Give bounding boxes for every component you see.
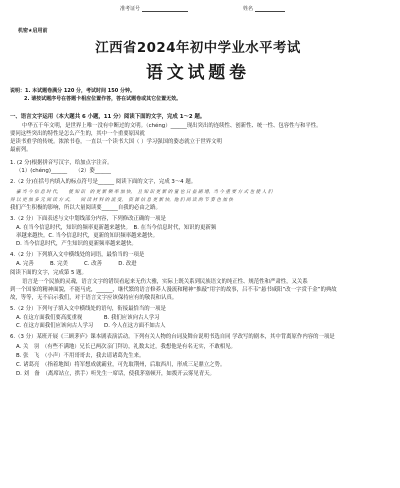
question-3-option: 率越来越快。C. 当今信息时代，更新的知识频率越来越快。: [16, 233, 158, 239]
question-3: 3.（2 分）下面表述与文中划线部分内容，下列修改正确的一项是: [10, 216, 166, 222]
instruction-2: 2. 请按试题序号在答题卡相应位置作答，答在试题卷或其它位置无效。: [24, 96, 182, 102]
passage1-line: 是读书重学的传统。浓浓书卷，一直以一个读书大国（ ）学习强国的姿态就立于世界文明: [10, 139, 222, 145]
passage2-line: 我们产生积极的影响，所以大量阅读要______自我的必由之路。: [10, 205, 161, 211]
question-2: 2.（2 分)在括号内填入的标点符号是______ 阅读下面的文字，完成 3～4 题。: [10, 179, 197, 185]
exam-number-label: 准考证号: [120, 6, 141, 12]
passage1-line: 最前列。: [10, 147, 32, 153]
question-6-option: A. 关 羽 （有些不满地）兄长已两次亲门拜访，礼数太过，我想他是有名无实，不敢相见。: [16, 344, 236, 350]
question-4-options: A. 完善 B. 完美 C. 改善 D. 改进: [16, 261, 137, 267]
name-line: [255, 6, 285, 12]
question-3-option: A. 在当今信息时代，知识的频率更新越来越快。 B. 在当今信息时代，知识的更新频: [16, 225, 217, 231]
question-1-blanks: （1）(chéng)______ （2）姿______: [16, 168, 111, 174]
passage2-line: 嘉 当 今 信 息 时 代， 使 知 识 的 更 新 频 率 加 快， 且 知 识 更 新 的 量 也 日 益 剧 增，当 今 重 要 方 式 也 使 人 们: [16, 190, 273, 195]
question-1: 1. (2 分)根据拼音写汉字，给加点字注音。: [10, 160, 113, 166]
passage3-intro: 阅读下面的文字，完成第 5 题。: [10, 270, 87, 276]
passage3-line: 到一个国家的精神面貌，不能马虎，______，继代繁的语言修养人漫流和精神“推敲”用字的故事，吕不韦“悬书咸阳”改一字赏千金”的典故: [10, 287, 337, 293]
passage1-line: 中华五千年文明，是世界上唯一没有中断过的文明。（chéng）______现出突出的连续性、创新性、统一性、包容性与和平性。: [22, 123, 322, 129]
instruction-1: 说明：1. 本试题卷满分 120 分，考试时间 150 分钟。: [10, 88, 135, 94]
question-4: 4.（2 分）下列填入文中横线处的词语，最恰当的一项是: [10, 252, 145, 258]
passage3-line: 故，等等，无不启示我们，对于语言文字应该保持应有的敬畏和认真。: [10, 295, 178, 301]
passage1-line: 要问这些突出的特性是怎么产生的，其中一个重要原因就: [10, 131, 145, 137]
name-field: [243, 6, 285, 12]
exam-number-line: [142, 6, 188, 12]
passage3-line: 语言是一个民族的灵魂，语言文字的错误看起来无伤大雅，实际上既关系到民族语文的纯正性、规范性和严肃性，又关系: [22, 279, 308, 285]
question-5: 5.（2 分）下列句子填入文中横线处的语句，衔接最恰当的一项是: [10, 306, 166, 312]
question-6-option: D. 刘 备 （离席站立，拱手）听先生一席话，使我茅塞顿开，如拨开云雾见青天。: [16, 371, 215, 377]
question-3-option: D. 当今信息时代，产生知识的更新频率越来越快。: [16, 241, 137, 247]
name-label: 姓名: [243, 6, 254, 12]
question-5-options: A. 在这方面我们要高度重视 B. 我们应该向古人学习: [16, 315, 160, 321]
exam-title: 江西省2024年初中学业水平考试: [95, 40, 301, 56]
section-heading: 一、语言文字运用（本大题共 6 小题，11 分）阅读下面的文字，完成 1～2 题。: [10, 114, 206, 120]
passage2-line: 得 以 更 加 多 元 阅 读 方 式， 阅 读 材 料 的 流 变， 资 源 信 息 更 新 快，他 们 阅 读 的 节 奏 也 加 快: [10, 198, 233, 203]
question-5-options: C. 在这方面我们应该向古人学习 D. 今人在这方面不如古人: [16, 323, 166, 329]
question-6-option: C. 诸葛亮 （指着地图）将军想成就霸业，可先取荆州，后取西川，形成三足鼎立之势。: [16, 362, 226, 368]
question-6: 6.（3 分）某班开展《三顾茅庐》课本剧表演活动。下列有关人物的台词及舞台说明书选自同 学改写的剧本，其中背离原作内容的一项是: [10, 334, 335, 340]
paper-subtitle: 语文试题卷: [146, 63, 250, 83]
exam-number-field: [120, 6, 188, 12]
question-6-option: B. 张 飞 （小声）不用哥哥去，我去请诸葛先生来。: [16, 353, 145, 359]
secret-tag: 机密★启用前: [18, 28, 48, 34]
